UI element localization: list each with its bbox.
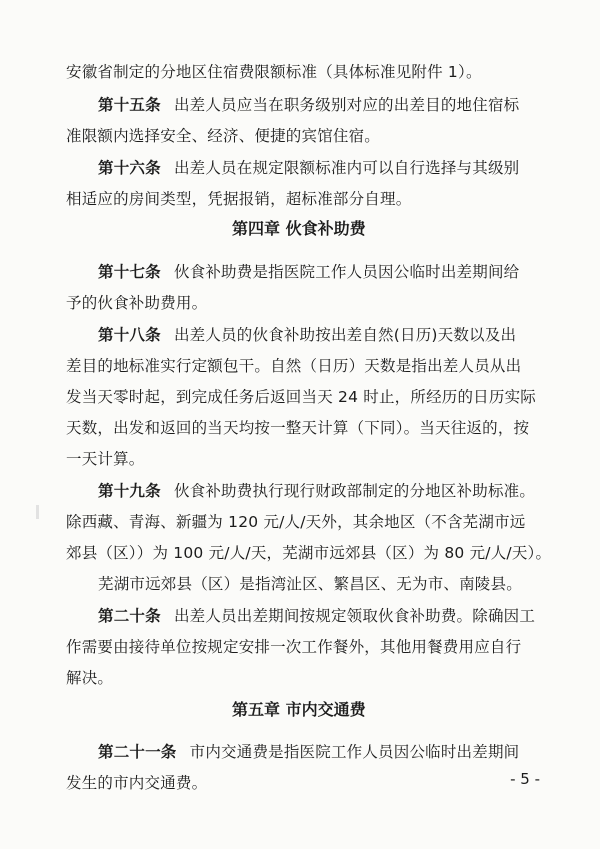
article-text: 出差人员出差期间按规定领取伙食补助费。除确因工: [173, 607, 536, 625]
article-text: 出差人员应当在职务级别对应的出差目的地住宿标: [173, 96, 520, 114]
article-number: 第十八条: [98, 326, 161, 344]
article-number: 第十七条: [98, 263, 161, 281]
article-18: [98, 325, 516, 345]
article-text: 出差人员的伙食补助按出差自然(日历)天数以及出: [173, 326, 517, 344]
text-line: 予的伙食补助费用。: [66, 294, 208, 312]
text-line: 解决。: [66, 669, 114, 687]
article-number: 第十五条: [98, 96, 161, 114]
text-line: 准限额内选择安全、经济、便捷的宾馆住宿。: [66, 127, 381, 145]
article-15: [98, 95, 519, 115]
text-line: 郊县（区））为 100 元/人/天，芜湖市远郊县（区）为 80 元/人/天）。: [66, 544, 552, 562]
article-21: [98, 742, 519, 762]
text-line: 作需要由接待单位按规定安排一次工作餐外，其他用餐费用应自行: [66, 638, 522, 656]
article-number: 第十九条: [98, 482, 161, 500]
article-20: [98, 606, 535, 626]
article-text: 伙食补助费是指医院工作人员因公临时出差期间给: [173, 263, 520, 281]
text-line: 除西藏、青海、新疆为 120 元/人/天外，其余地区（不含芜湖市远: [66, 513, 526, 531]
article-number: 第二十一条: [98, 743, 177, 761]
article-text: 市内交通费是指医院工作人员因公临时出差期间: [189, 743, 520, 761]
article-number: 第二十条: [98, 607, 161, 625]
text-line: 相适应的房间类型，凭据报销，超标准部分自理。: [66, 190, 412, 208]
text-line: 安徽省制定的分地区住宿费限额标准（具体标准见附件 1）。: [66, 63, 482, 81]
chapter-heading: 第四章 伙食补助费: [232, 219, 366, 238]
article-17: [98, 262, 519, 282]
text-line: 芜湖市远郊县（区）是指湾沚区、繁昌区、无为市、南陵县。: [98, 575, 522, 593]
article-text: 伙食补助费执行现行财政部制定的分地区补助标准。: [173, 482, 536, 500]
article-16: [98, 158, 519, 178]
article-19: [98, 481, 535, 501]
page-number: - 5 -: [510, 770, 540, 788]
scan-margin-mark: [36, 505, 39, 519]
text-line: 发当天零时起，到完成任务后返回当天 24 时止，所经历的日历实际: [66, 388, 536, 406]
text-line: 差目的地标准实行定额包干。自然（日历）天数是指出差人员从出: [66, 357, 522, 375]
article-number: 第十六条: [98, 159, 161, 177]
text-line: 一天计算。: [66, 450, 145, 468]
text-line: 发生的市内交通费。: [66, 774, 208, 792]
text-line: 天数，出发和返回的当天均按一整天计算（下同）。当天往返的，按: [66, 419, 530, 437]
chapter-heading: 第五章 市内交通费: [232, 700, 366, 719]
article-text: 出差人员在规定限额标准内可以自行选择与其级别: [173, 159, 520, 177]
